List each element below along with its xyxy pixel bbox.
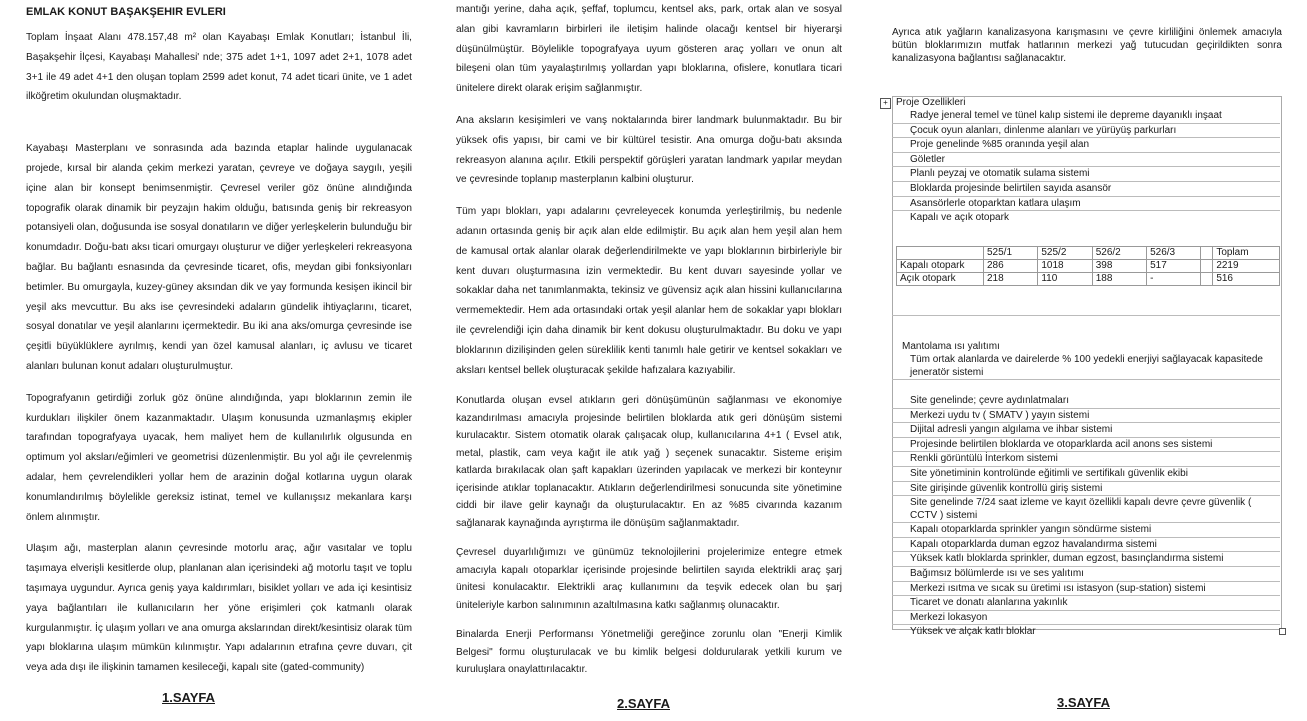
document-title: EMLAK KONUT BAŞAKŞEHIR EVLERI bbox=[26, 6, 226, 18]
list-item: Site genelinde; çevre aydınlatmaları bbox=[892, 394, 1280, 409]
list-item: Kapalı ve açık otopark bbox=[910, 212, 1009, 224]
table-cell: 1018 bbox=[1038, 260, 1092, 273]
table-cell: 516 bbox=[1213, 273, 1280, 286]
table-cell: 525/2 bbox=[1038, 247, 1092, 260]
paragraph: Tüm yapı blokları, yapı adalarını çevreleyecek konumda yerleştirilmiş, bu nedenle adanın ortasında geniş bir açık alan elde edilmiştir. Bu açık alan hem yeşil alan hem de kamusal ortak alanlar olarak değerlendirilmekte ve yapı bloklarının birbirleriyle bir kent duvarı oluşturmasına izin vermektedir. Bu kent duvarı sayesinde yollar ve sokaklar daha net tanımlanmakta, tekinsiz ve güvensiz açık alan hissini kullanıcılarına vermemektedir. Hem ada ortasındaki ortak yeşil alanlar hem de sokaklar yapı blokları ile çevrelendiği için daha dinamik bir kent dokusu oluşturulmaktadır. Bu doku ve yapı bloklarının dizilişinden gelen süreklilik kenti tanımlı hale getirir ve kentsel sokakları ve aksları kentsel bellek oluşturacak şekilde hafızalara kazıyabilir. bbox=[456, 206, 842, 376]
list-item: Renkli görüntülü İnterkom sistemi bbox=[892, 452, 1280, 467]
table-cell: 526/3 bbox=[1147, 247, 1201, 260]
paragraph: Topografyanın getirdiği zorluk göz önüne alındığında, yapı bloklarının zemin ile kurdukları ilişkiler önem kazanmaktadır. Ulaşım konusunda uzmanlaşmış ekipler tarafından topografyaya uyacak, hem maliyet hem de kullanılırlık olgusunda en optimum yol aksları/eğimleri ve geometrisi düzenlenmiştir. Bu yol ağı ile çevrelenmiş adalar, hem çevrelendikleri yollar hem de arazinin doğal kotlarına uygun olarak konumlandırılmış böylelikle gereksiz istinat, temel ve kullanışsız mekanlara karşı önlem alınmıştır. bbox=[26, 392, 412, 523]
page-label: 3.SAYFA bbox=[1057, 695, 1110, 710]
list-item: Yüksek katlı bloklarda sprinkler, duman egzost, basınçlandırma sistemi bbox=[892, 552, 1280, 567]
list-item: Yüksek ve alçak katlı bloklar bbox=[910, 626, 1036, 638]
table-cell: 2219 bbox=[1213, 260, 1280, 273]
table-cell bbox=[1201, 260, 1213, 273]
table-cell: - bbox=[1147, 273, 1201, 286]
list-item: Dijital adresli yangın algılama ve ihbar sistemi bbox=[892, 423, 1280, 438]
features-title: Proje Ozellikleri bbox=[896, 97, 966, 108]
list-item: Merkezi lokasyon bbox=[892, 611, 1280, 626]
features-list bbox=[892, 96, 1280, 225]
table-cell: Açık otopark bbox=[897, 273, 984, 286]
page-1-column bbox=[26, 0, 412, 690]
paragraph: Ulaşım ağı, masterplan alanın çevresinde motorlu araç, ağır vasıtalar ve toplu taşımaya elverişli kesitlerde olup, planlanan alan içerisindeki ağ motorlu taşıt ve toplu taşımaya uygundur. Ayrıca geniş yaya kaldırımları, bisiklet yolları ve ada içi kesintisiz yaya bağlantıları ile kullanıcıların her yöne erişimleri çok katmanlı olarak kurgulanmıştır. İç ulaşım yolları ve ana omurga akslarından direkt/kesintisiz olarak tüm yapı bloklarına ulaşım mümkün kılınmıştır. Yapı adalarının etrafına çevre duvarı, çit veya ada dışı ile ilişkinin tamamen kesileceği, kapalı site (gated-community) bbox=[26, 543, 412, 674]
table-cell: 517 bbox=[1147, 260, 1201, 273]
paragraph: Ana aksların kesişimleri ve vanş noktalarında birer landmark bulunmaktadır. Bu bir yüksek ofis yapısı, bir cami ve bir kültürel tesistir. Ana omurga doğu-batı aksında rekreasyon alanına açılır. Etkili perspektif görüşleri yaratan landmark yapılar meydan ve çevresinde toplanıp masterplanın kalbini oluşturur. bbox=[456, 114, 842, 186]
page-label: 2.SAYFA bbox=[617, 696, 670, 711]
list-item: Site girişinde güvenlik kontrollü giriş sistemi bbox=[892, 482, 1280, 497]
mantolama-title: Mantolama ısı yalıtımı bbox=[902, 341, 1000, 352]
list-item: Kapalı otoparklarda sprinkler yangın söndürme sistemi bbox=[892, 523, 1280, 538]
list-item: Projesinde belirtilen bloklarda ve otoparklarda acil anons ses sistemi bbox=[892, 438, 1280, 453]
paragraph: Toplam İnşaat Alanı 478.157,48 m² olan Kayabaşı Emlak Konutları; İstanbul İli, Başakşehir İlçesi, Kayabaşı Mahallesi' nde; 375 adet 1+1, 1097 adet 2+1, 1078 adet 3+1 ile 49 adet 4+1 den oluşan toplam 2599 adet konut, 74 adet ticari ünite, ve 1 adet ilköğretim okulundan oluşmaktadır. bbox=[26, 32, 412, 103]
list-item: Radye jeneral temel ve tünel kalıp sistemi ile depreme dayanıklı inşaat bbox=[892, 109, 1280, 124]
page-2-column bbox=[456, 0, 842, 691]
paragraph: Konutlarda oluşan evsel atıkların geri dönüşümünün sağlanması ve ekonomiye kazandırılması amacıyla projesinde belirtilen bloklarda atık geri dönüşüm sistemi kurulacaktır. Sistem otomatik olarak çalışacak olup, kullanıcılarına 4+1 ( Evsel atık, metal, plastik, cam veya kağıt ile atık yağ ) seçenek sunacaktır. Sisteme erişim katlarda bırakılacak olan şaft kapakları üzerinden yapılacak ve merkezi bir konteynır içerisinde atıklar toplanacaktır. Atıkların değerlendirilmesi sonucunda site yönetimine ciddi bir ilave gelir kaynağı da oluşturulacaktır. En az %85 civarında kazanım sağlanarak kaynağında ayrıştırma ile dönüşüm sağlanmaktadır. bbox=[456, 395, 842, 529]
list-item: Bağımsız bölümlerde ısı ve ses yalıtımı bbox=[892, 567, 1280, 582]
list-item: Tüm ortak alanlarda ve dairelerde % 100 yedekli enerjiyi sağlayacak kapasitede jeneratör sistemi bbox=[892, 353, 1280, 380]
list-item: Kapalı otoparklarda duman egzoz havalandırma sistemi bbox=[892, 538, 1280, 553]
table-row bbox=[897, 273, 1280, 286]
table-cell: 218 bbox=[984, 273, 1038, 286]
list-item: Site yönetiminin kontrolünde eğitimli ve sertifikalı güvenlik ekibi bbox=[892, 467, 1280, 482]
list-item: Planlı peyzaj ve otomatik sulama sistemi bbox=[892, 167, 1280, 182]
paragraph: Kayabaşı Masterplanı ve sonrasında ada bazında etaplar halinde uygulanacak projede, kırsal bir alanda çekim merkezi yaratan, çevreye ve doğaya saygılı, yeşili içine alan bir konsept benimsenmiştir. Çevresel veriler göz önüne alındığında topografik olarak dinamik bir peyzajın hakim olduğu, batısında geniş bir rekreasyon potansiyeli olan, doğusunda ise sosyal donatıların ve diğer yerleşkelerin bulunduğu bir konumdadır. Doğu-batı aksı ticari omurgayı oluşturur ve diğer yerleşkeleri rekreasyona bağlar. Bu bağlantı esnasında da çevresinde ticaret, ofis, meydan gibi fonksiyonları betimler. Bu omurgayla, kuzey-güney aksından dik ve yay formunda kesişen ikincil bir yeşil aks mevcuttur. Bu aks ise çevresindeki adaların gündelik ihtiyaçlarını, ticaret, sosyal donatılar ve yeşil alanlarını içermektedir. Bu iki ana aks/omurga çevresinde ise çeşitli büyüklüklere ayrılmış, kendi yan özel kamusal alanları, iç avlusu ve ticaret alanları bulunan konut adaları oluşturulmuştur. bbox=[26, 143, 412, 372]
move-handle-icon[interactable]: + bbox=[880, 98, 891, 109]
table-cell: Toplam bbox=[1213, 247, 1280, 260]
list-item: Bloklarda projesinde belirtilen sayıda asansör bbox=[892, 182, 1280, 197]
paragraph: Binalarda Enerji Performansı Yönetmeliği gereğince zorunlu olan "Enerji Kimlik Belgesi" formu oluşturulacak ve bu kimlik belgesi doldurularak yetkili kurum ve kuruluşlara onaylattırılacaktır. bbox=[456, 629, 842, 676]
table-cell: Kapalı otopark bbox=[897, 260, 984, 273]
table-cell: 110 bbox=[1038, 273, 1092, 286]
paragraph: mantığı yerine, daha açık, şeffaf, toplumcu, kentsel aks, park, ortak alan ve sosyal alan gibi kavramların birbirleri ile iletişim halinde olacağı kentsel bir hiyerarşi düşünülmüştür. Böylelikle topografyaya uyum gösteren araç yolları ve onun alt bileşeni olan tüm yayalaştırılmış yollardan yapı bloklarına, ofislere, konutlara ticari ünitelere direkt olarak erişim sağlanmıştır. bbox=[456, 4, 842, 95]
table-cell: 398 bbox=[1092, 260, 1146, 273]
page-3-column bbox=[892, 0, 1282, 65]
table-row bbox=[897, 260, 1280, 273]
table-header-row bbox=[897, 247, 1280, 260]
table-cell bbox=[1201, 247, 1213, 260]
list-item: Merkezi uydu tv ( SMATV ) yayın sistemi bbox=[892, 409, 1280, 424]
table-cell bbox=[897, 247, 984, 260]
features-list-2 bbox=[892, 340, 1280, 639]
table-cell: 286 bbox=[984, 260, 1038, 273]
table-cell bbox=[1201, 273, 1213, 286]
page-label: 1.SAYFA bbox=[162, 690, 215, 705]
list-item: Asansörlerle otoparktan katlara ulaşım bbox=[892, 197, 1280, 212]
paragraph: Ayrıca atık yağların kanalizasyona karışmasını ve çevre kirliliğini önlemek amacıyla bütün bloklarımızın mutfak hatlarının merkezi yağ tutucudan geçirildikten sonra kanalizasyona bağlantısı sağlanacaktır. bbox=[892, 27, 1282, 64]
table-cell: 525/1 bbox=[984, 247, 1038, 260]
list-item: Merkezi ısıtma ve sıcak su üretimi ısı istasyon (sup-station) sistemi bbox=[892, 582, 1280, 597]
list-item: Ticaret ve donatı alanlarına yakınlık bbox=[892, 596, 1280, 611]
parking-table bbox=[896, 246, 1280, 286]
list-item: Çocuk oyun alanları, dinlenme alanları ve yürüyüş parkurları bbox=[892, 124, 1280, 139]
list-item: Proje genelinde %85 oranında yeşil alan bbox=[892, 138, 1280, 153]
resize-handle[interactable] bbox=[1279, 628, 1286, 635]
table-cell: 188 bbox=[1092, 273, 1146, 286]
table-cell: 526/2 bbox=[1092, 247, 1146, 260]
list-item: Site genelinde 7/24 saat izleme ve kayıt özellikli kapalı devre çevre güvenlik ( CCTV ) sistemi bbox=[892, 496, 1280, 523]
list-item: Göletler bbox=[892, 153, 1280, 168]
divider bbox=[892, 315, 1280, 316]
paragraph: Çevresel duyarlılığımızı ve günümüz teknolojilerini projelerimize entegre etmek amacıyla kapalı otoparklar içerisinde projesinde belirtilen sayıda elektrikli araç şarj ünitesi konulacaktır. Elektrikli araç kullanımını da teşvik edecek olan bu şarj üniteleriyle karbon salınımının azaltılmasına katkı sağlanmış olunacaktır. bbox=[456, 547, 842, 611]
